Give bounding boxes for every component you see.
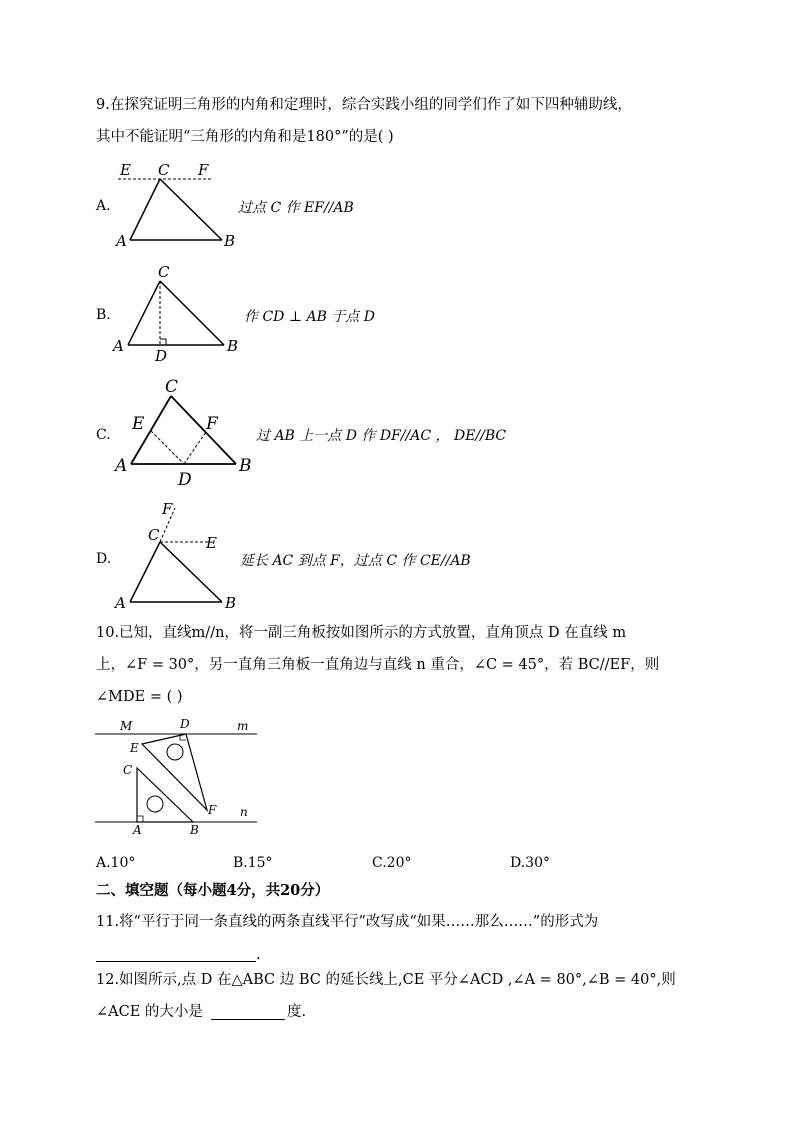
pt-label: A (113, 337, 124, 355)
side-ca (130, 179, 160, 240)
option-d-desc: 延长 AC 到点 F，过点 C 作 CE//AB (240, 553, 471, 569)
pt-label: B (227, 337, 239, 355)
pt-label: C (148, 526, 160, 544)
q10-line1: 10.已知，直线m//n，将一副三角板按如图所示的方式放置，直角顶点 D 在直线 m (96, 625, 627, 641)
side-cb (160, 179, 222, 240)
pt-label: F (162, 500, 173, 518)
option-d-figure (110, 500, 250, 612)
pt-label: C (158, 161, 170, 179)
pt-label: A (115, 594, 126, 612)
q12-line1: 12.如图所示,点 D 在△ABC 边 BC 的延长线上,CE 平分∠ACD ,∠A = 80°,∠B = 40°,则 (96, 972, 676, 988)
q12-line2-post: 度. (287, 1004, 307, 1020)
fig-label: F (208, 803, 217, 817)
q10-choice-a[interactable]: A.10° (96, 855, 136, 871)
q12-line2-pre: ∠ACE 的大小是 (96, 1004, 203, 1020)
pt-label: B (225, 594, 237, 612)
pt-label: D (155, 347, 168, 365)
pt-label: E (132, 414, 145, 434)
q10-choice-c[interactable]: C.20° (372, 855, 412, 871)
q12-answer-blank[interactable] (211, 1019, 285, 1020)
option-c-label: C. (96, 427, 111, 443)
q10-choice-d[interactable]: D.30° (510, 855, 550, 871)
q11-answer-blank[interactable] (96, 961, 256, 962)
pt-label: F (198, 161, 209, 179)
pt-label: F (206, 414, 218, 434)
pt-label: E (120, 161, 131, 179)
option-a-desc: 过点 C 作 EF//AB (238, 200, 354, 216)
fig-label: E (130, 741, 139, 755)
pt-label: C (165, 377, 179, 397)
fig-label: C (123, 763, 133, 777)
pt-label: E (206, 534, 217, 552)
fig-label: A (133, 823, 142, 837)
pt-label: A (116, 232, 127, 250)
pt-label: A (115, 456, 128, 476)
option-c-figure (110, 374, 260, 490)
option-d-label: D. (96, 551, 112, 567)
option-a-figure (110, 160, 250, 250)
pt-label: D (178, 470, 192, 490)
q11-line1: 11.将“平行于同一条直线的两条直线平行”改写成“如果……那么……”的形式为 (96, 914, 599, 930)
fig-label: M (120, 719, 133, 733)
fig-label: D (180, 717, 190, 731)
fig-label: n (240, 805, 248, 819)
pt-label: B (224, 232, 236, 250)
q9-line1: 9.在探究证明三角形的内角和定理时，综合实践小组的同学们作了如下四种辅助线， (96, 97, 632, 113)
q11-period: . (256, 947, 261, 963)
fig-label: m (237, 719, 249, 733)
option-c-desc: 过 AB 上一点 D 作 DF//AC ， DE//BC (256, 428, 507, 444)
q10-line3: ∠MDE = ( ) (96, 689, 183, 705)
option-b-label: B. (96, 307, 111, 323)
q10-choice-b[interactable]: B.15° (233, 855, 273, 871)
section-heading: 二、填空题（每小题4分，共20分） (96, 882, 330, 899)
q10-line2: 上，∠F = 30°，另一直角三角板一直角边与直线 n 重合，∠C = 45°，若 BC//EF，则 (96, 657, 660, 673)
option-b-figure (110, 262, 250, 365)
pt-label: C (158, 263, 170, 281)
option-b-desc: 作 CD ⊥ AB 于点 D (244, 309, 375, 325)
pt-label: B (239, 456, 252, 476)
q10-figure (95, 712, 265, 838)
q9-line2: 其中不能证明“三角形的内角和是180°”的是( ) (96, 129, 394, 145)
option-a-label: A. (96, 198, 111, 214)
fig-label: B (190, 823, 199, 837)
